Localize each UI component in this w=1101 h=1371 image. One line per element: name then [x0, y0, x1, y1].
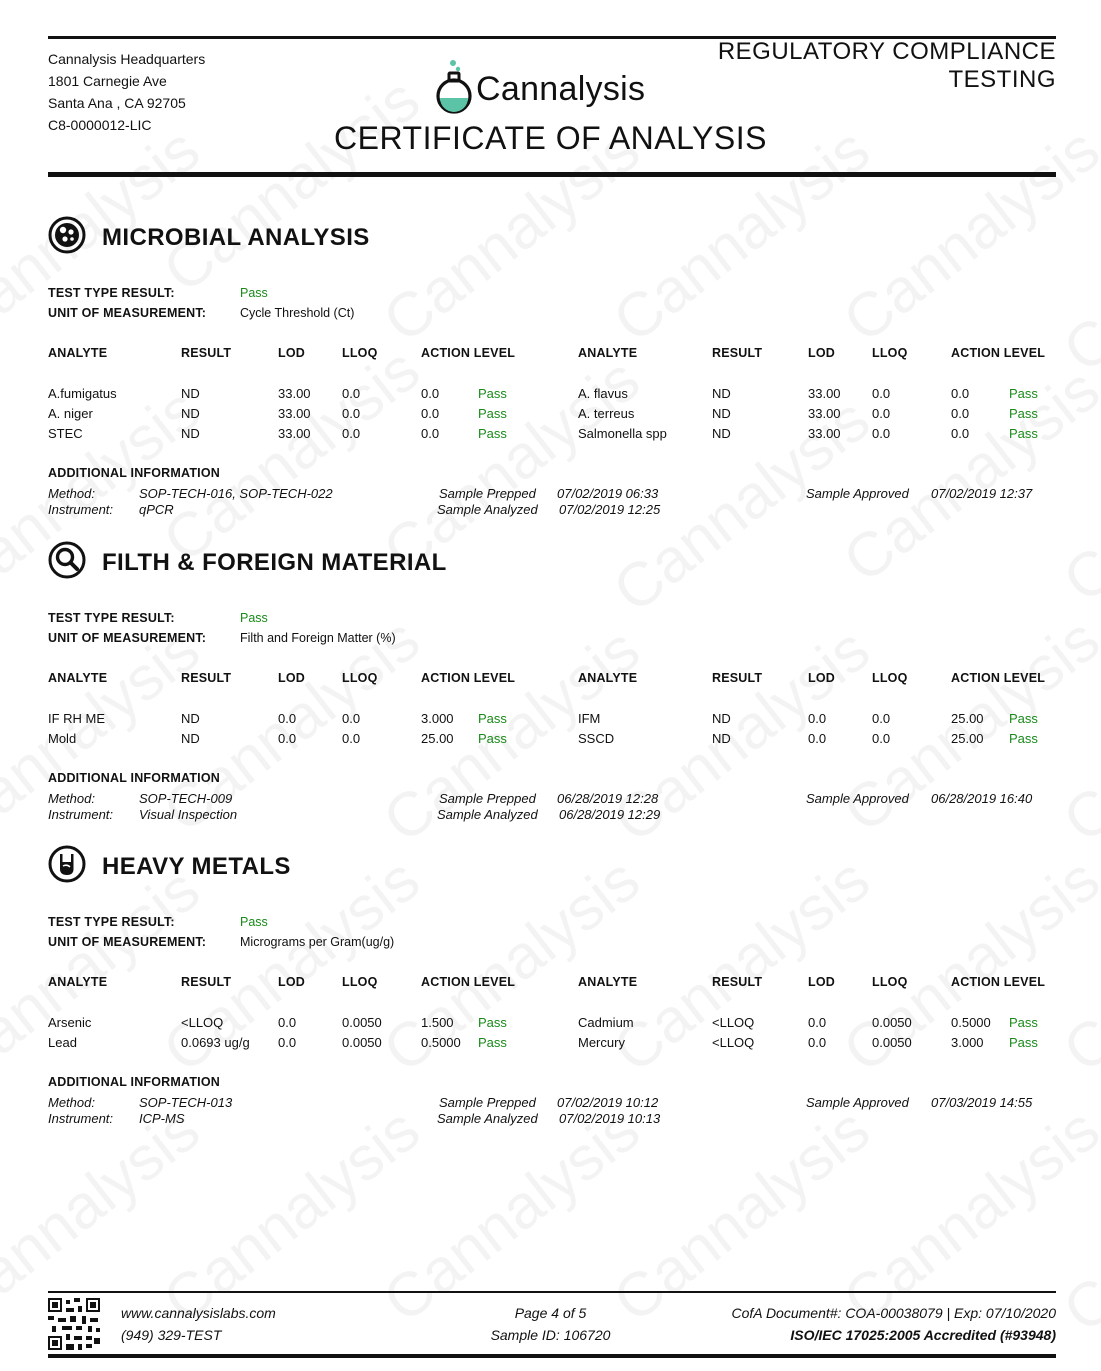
table-cell: Arsenic [48, 1015, 92, 1030]
table-cell: 3.000 [951, 1035, 984, 1050]
unit-of-measurement-value: Filth and Foreign Matter (%) [240, 631, 396, 645]
sample-approved-date: 07/02/2019 12:37 [931, 486, 1033, 501]
table-cell: ND [712, 731, 731, 746]
table-cell: 33.00 [278, 386, 311, 401]
table-cell: 0.0 [421, 426, 440, 441]
sample-approved-label: Sample Approved [806, 791, 909, 806]
watermark-text [1050, 374, 1101, 617]
table-cell: Lead [48, 1035, 77, 1050]
column-header-lloq-left: LLOQ [342, 346, 378, 360]
table-cell: 0.0 [951, 386, 970, 401]
column-header-lloq-right: LLOQ [872, 975, 908, 989]
unit-of-measurement-value: Micrograms per Gram(ug/g) [240, 935, 395, 949]
pass-status: Pass [478, 731, 507, 746]
table-cell: 0.0 [421, 406, 440, 421]
table-cell: ND [181, 426, 200, 441]
instrument-value: qPCR [139, 502, 174, 517]
table-cell: 0.0 [342, 731, 361, 746]
table-cell: 33.00 [278, 426, 311, 441]
table-cell: <LLOQ [712, 1015, 755, 1030]
table-cell: IF RH ME [48, 711, 106, 726]
column-header-action-level-left: ACTION LEVEL [421, 671, 516, 685]
additional-information-label: ADDITIONAL INFORMATION [48, 466, 220, 480]
watermark-text [150, 334, 433, 577]
table-cell: IFM [578, 711, 601, 726]
column-header-analyte-right: ANALYTE [578, 975, 638, 989]
pass-status: Pass [1009, 1015, 1038, 1030]
watermark-text [150, 1094, 433, 1337]
watermark-text [1050, 614, 1101, 857]
table-cell: Cadmium [578, 1015, 634, 1030]
pass-status: Pass [478, 1035, 507, 1050]
table-cell: 0.0050 [872, 1035, 912, 1050]
method-label: Method: [48, 791, 95, 806]
sample-approved-label: Sample Approved [806, 486, 909, 501]
column-header-lod-right: LOD [808, 671, 835, 685]
instrument-label: Instrument: [48, 502, 114, 517]
header-bottom-rule [48, 172, 1056, 177]
table-cell: 0.0050 [342, 1015, 382, 1030]
table-cell: 0.0 [342, 711, 361, 726]
table-cell: 1.500 [421, 1015, 454, 1030]
pass-status: Pass [1009, 386, 1038, 401]
section-title: MICROBIAL ANALYSIS [102, 224, 370, 251]
lab-address-line2: Santa Ana , CA 92705 [48, 95, 186, 111]
table-cell: 0.0 [872, 406, 891, 421]
instrument-label: Instrument: [48, 807, 114, 822]
sample-prepped-date: 07/02/2019 06:33 [557, 486, 659, 501]
column-header-lloq-left: LLOQ [342, 671, 378, 685]
column-header-result-left: RESULT [181, 346, 232, 360]
table-cell: 0.0 [951, 406, 970, 421]
brand-logo [436, 58, 646, 114]
table-cell: 33.00 [808, 386, 841, 401]
sample-prepped-label: Sample Prepped [439, 486, 536, 501]
footer-sample-id: Sample ID: 106720 [490, 1327, 611, 1343]
column-header-analyte-right: ANALYTE [578, 671, 638, 685]
table-cell: ND [712, 406, 731, 421]
sample-prepped-label: Sample Prepped [439, 1095, 536, 1110]
method-value: SOP-TECH-009 [139, 791, 233, 806]
table-cell: ND [712, 386, 731, 401]
table-cell: 0.0 [872, 711, 891, 726]
method-value: SOP-TECH-016, SOP-TECH-022 [139, 486, 333, 501]
footer-top-rule [48, 1291, 1056, 1293]
table-cell: A. niger [48, 406, 93, 421]
column-header-lod-left: LOD [278, 346, 305, 360]
watermark-text [830, 1094, 1101, 1337]
test-type-result-label: TEST TYPE RESULT: [48, 611, 175, 625]
table-cell: 0.0 [808, 1015, 827, 1030]
page-title: CERTIFICATE OF ANALYSIS [334, 120, 767, 156]
table-cell: ND [181, 406, 200, 421]
instrument-label: Instrument: [48, 1111, 114, 1126]
table-cell: 0.0050 [872, 1015, 912, 1030]
column-header-action-level-left: ACTION LEVEL [421, 346, 516, 360]
pass-status: Pass [1009, 1035, 1038, 1050]
table-cell: 25.00 [421, 731, 454, 746]
column-header-analyte-left: ANALYTE [48, 346, 108, 360]
table-cell: 0.0 [808, 731, 827, 746]
pass-status: Pass [1009, 426, 1038, 441]
test-type-result-label: TEST TYPE RESULT: [48, 915, 175, 929]
table-cell: 0.0 [421, 386, 440, 401]
table-cell: 25.00 [951, 711, 984, 726]
flask-icon [436, 58, 476, 114]
table-cell: 0.0693 ug/g [181, 1035, 250, 1050]
sample-prepped-label: Sample Prepped [439, 791, 536, 806]
section-title: HEAVY METALS [102, 853, 291, 880]
table-cell: ND [712, 426, 731, 441]
pass-status: Pass [1009, 406, 1038, 421]
table-cell: 33.00 [808, 406, 841, 421]
watermark-text [600, 844, 883, 1087]
table-cell: 0.5000 [951, 1015, 991, 1030]
footer-page-number: Page 4 of 5 [514, 1305, 587, 1321]
instrument-value: ICP-MS [139, 1111, 185, 1126]
table-cell: <LLOQ [181, 1015, 224, 1030]
column-header-lloq-left: LLOQ [342, 975, 378, 989]
watermark-text [600, 1094, 883, 1337]
method-value: SOP-TECH-013 [139, 1095, 233, 1110]
test-type-result-label: TEST TYPE RESULT: [48, 286, 175, 300]
lab-address-line1: 1801 Carnegie Ave [48, 73, 167, 89]
pass-status: Pass [478, 386, 507, 401]
table-cell: 0.0 [278, 1035, 297, 1050]
pass-status: Pass [478, 711, 507, 726]
section-title: FILTH & FOREIGN MATERIAL [102, 549, 447, 576]
column-header-action-level-right: ACTION LEVEL [951, 975, 1046, 989]
sample-prepped-date: 06/28/2019 12:28 [557, 791, 659, 806]
table-cell: 25.00 [951, 731, 984, 746]
unit-of-measurement-value: Cycle Threshold (Ct) [240, 306, 355, 320]
watermark-text [1050, 144, 1101, 387]
column-header-result-left: RESULT [181, 975, 232, 989]
pass-status: Pass [478, 1015, 507, 1030]
sample-approved-date: 06/28/2019 16:40 [931, 791, 1033, 806]
watermark-text [830, 844, 1101, 1087]
pass-status: Pass [1009, 711, 1038, 726]
test-type-result-value: Pass [240, 611, 268, 625]
table-cell: 0.0 [278, 1015, 297, 1030]
table-cell: 33.00 [808, 426, 841, 441]
table-cell: ND [712, 711, 731, 726]
test-type-result-value: Pass [240, 915, 268, 929]
footer-phone: (949) 329-TEST [121, 1327, 222, 1343]
table-cell: 0.0 [808, 1035, 827, 1050]
sample-analyzed-label: Sample Analyzed [437, 502, 538, 517]
column-header-result-left: RESULT [181, 671, 232, 685]
table-cell: 0.0 [951, 426, 970, 441]
sample-prepped-date: 07/02/2019 10:12 [557, 1095, 659, 1110]
column-header-analyte-right: ANALYTE [578, 346, 638, 360]
column-header-lod-right: LOD [808, 346, 835, 360]
footer-cofa-document: CofA Document#: COA-00038079 | Exp: 07/10/2020 [731, 1305, 1056, 1321]
column-header-result-right: RESULT [712, 346, 763, 360]
table-cell: 0.0 [278, 711, 297, 726]
column-header-lloq-right: LLOQ [872, 346, 908, 360]
table-cell: ND [181, 711, 200, 726]
column-header-lod-right: LOD [808, 975, 835, 989]
table-cell: 0.0050 [342, 1035, 382, 1050]
table-cell: 0.0 [342, 386, 361, 401]
brand-name: Cannalysis [476, 70, 646, 108]
regulatory-title [718, 38, 1056, 94]
footer-accreditation: ISO/IEC 17025:2005 Accredited (#93948) [790, 1327, 1056, 1343]
table-cell: Mold [48, 731, 77, 746]
column-header-lod-left: LOD [278, 975, 305, 989]
rock-hand-icon [48, 845, 86, 883]
column-header-action-level-right: ACTION LEVEL [951, 346, 1046, 360]
sample-analyzed-date: 07/02/2019 12:25 [559, 502, 661, 517]
sample-analyzed-label: Sample Analyzed [437, 1111, 538, 1126]
watermark-text [370, 844, 653, 1087]
column-header-analyte-left: ANALYTE [48, 975, 108, 989]
table-cell: 0.0 [872, 426, 891, 441]
table-cell: 0.5000 [421, 1035, 461, 1050]
sample-analyzed-date: 07/02/2019 10:13 [559, 1111, 661, 1126]
table-cell: 3.000 [421, 711, 454, 726]
table-cell: 0.0 [872, 386, 891, 401]
table-cell: ND [181, 731, 200, 746]
lab-license: C8-0000012-LIC [48, 117, 152, 133]
table-cell: A.fumigatus [48, 386, 117, 401]
watermark-text [0, 1094, 213, 1337]
watermark-text [370, 1094, 653, 1337]
table-cell: ND [181, 386, 200, 401]
table-cell: 0.0 [808, 711, 827, 726]
table-cell: <LLOQ [712, 1035, 755, 1050]
unit-of-measurement-label: UNIT OF MEASUREMENT: [48, 631, 207, 645]
column-header-result-right: RESULT [712, 975, 763, 989]
sample-analyzed-date: 06/28/2019 12:29 [559, 807, 661, 822]
regulatory-title-line2: TESTING [948, 66, 1056, 93]
column-header-analyte-left: ANALYTE [48, 671, 108, 685]
table-cell: SSCD [578, 731, 615, 746]
column-header-action-level-right: ACTION LEVEL [951, 671, 1046, 685]
pass-status: Pass [478, 406, 507, 421]
column-header-lloq-right: LLOQ [872, 671, 908, 685]
table-cell: Mercury [578, 1035, 625, 1050]
instrument-value: Visual Inspection [139, 807, 238, 822]
method-label: Method: [48, 486, 95, 501]
table-cell: STEC [48, 426, 83, 441]
pass-status: Pass [1009, 731, 1038, 746]
table-cell: 0.0 [342, 426, 361, 441]
footer-bottom-rule [48, 1354, 1056, 1358]
column-header-action-level-left: ACTION LEVEL [421, 975, 516, 989]
column-header-result-right: RESULT [712, 671, 763, 685]
additional-information-label: ADDITIONAL INFORMATION [48, 771, 220, 785]
test-type-result-value: Pass [240, 286, 268, 300]
additional-information-label: ADDITIONAL INFORMATION [48, 1075, 220, 1089]
table-cell: Salmonella spp [578, 426, 667, 441]
sample-analyzed-label: Sample Analyzed [437, 807, 538, 822]
magnifier-icon [48, 541, 86, 579]
method-label: Method: [48, 1095, 95, 1110]
table-cell: 33.00 [278, 406, 311, 421]
column-header-lod-left: LOD [278, 671, 305, 685]
table-cell: A. terreus [578, 406, 635, 421]
pass-status: Pass [478, 426, 507, 441]
table-cell: 0.0 [872, 731, 891, 746]
table-cell: 0.0 [342, 406, 361, 421]
unit-of-measurement-label: UNIT OF MEASUREMENT: [48, 306, 207, 320]
lab-name: Cannalysis Headquarters [48, 51, 206, 67]
footer-website[interactable]: www.cannalysislabs.com [121, 1305, 276, 1321]
unit-of-measurement-label: UNIT OF MEASUREMENT: [48, 935, 207, 949]
microbe-icon [48, 216, 86, 254]
table-cell: A. flavus [578, 386, 628, 401]
watermark-text [1050, 844, 1101, 1087]
table-cell: 0.0 [278, 731, 297, 746]
sample-approved-label: Sample Approved [806, 1095, 909, 1110]
regulatory-title-line1: REGULATORY COMPLIANCE [717, 38, 1056, 65]
sample-approved-date: 07/03/2019 14:55 [931, 1095, 1033, 1110]
